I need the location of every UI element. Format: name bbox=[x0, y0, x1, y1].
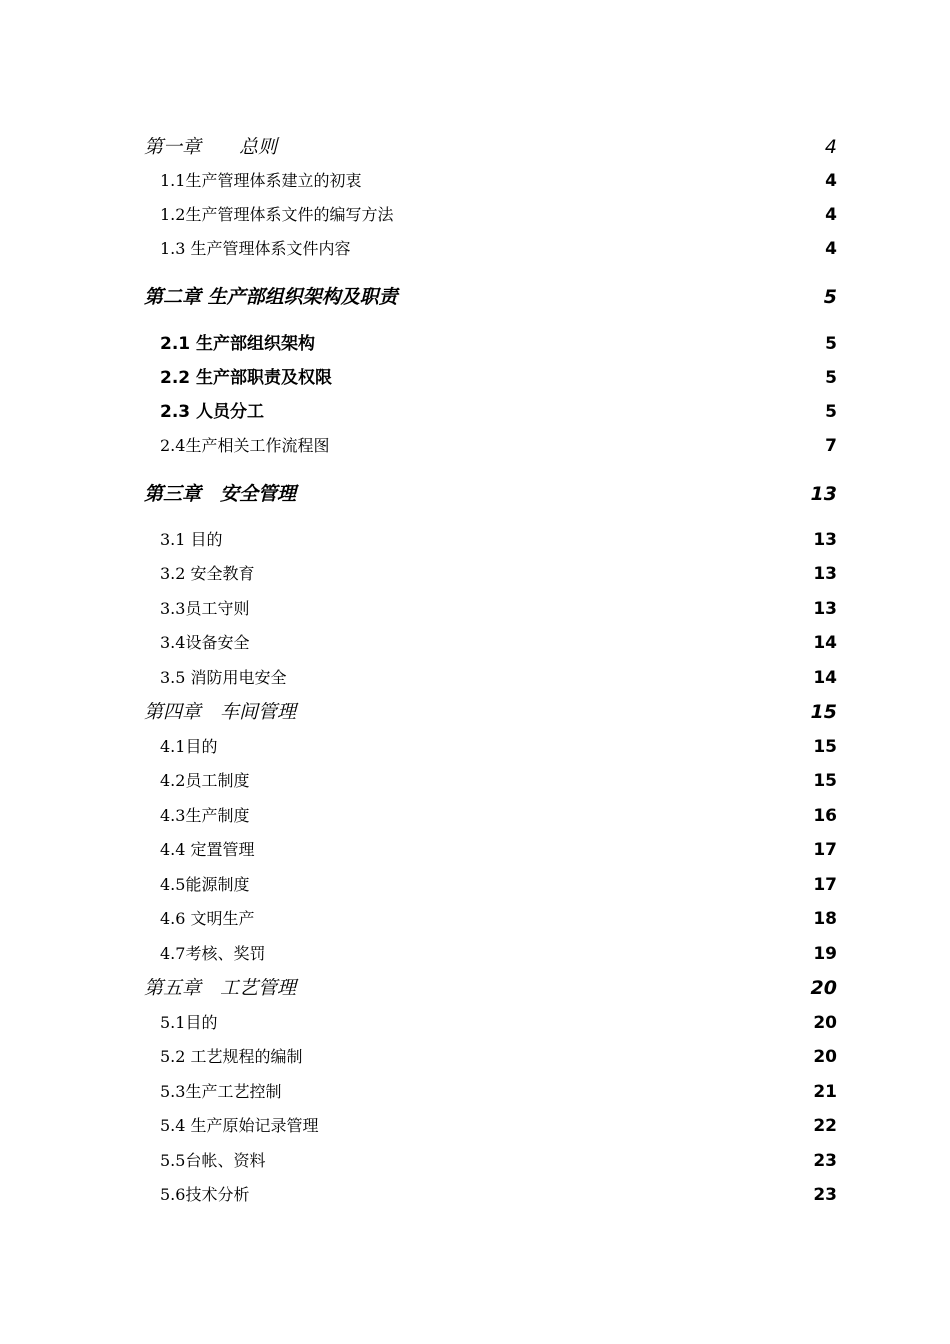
toc-entry-label: 3.5 消防用电安全 bbox=[160, 668, 287, 687]
toc-section-entry[interactable] bbox=[0, 904, 950, 934]
toc-entry-label: 4.1目的 bbox=[160, 737, 218, 756]
toc-page-number: 17 bbox=[813, 875, 837, 895]
toc-section-entry[interactable] bbox=[0, 870, 950, 900]
toc-page-number: 22 bbox=[813, 1116, 837, 1136]
toc-entry-label: 5.6技术分析 bbox=[160, 1185, 250, 1204]
toc-page-number: 20 bbox=[813, 1013, 837, 1033]
toc-entry-label: 4.6 文明生产 bbox=[160, 909, 255, 928]
toc-chapter-entry[interactable] bbox=[0, 479, 950, 509]
toc-section-entry[interactable] bbox=[0, 1180, 950, 1210]
toc-entry-label: 1.1生产管理体系建立的初衷 bbox=[160, 171, 362, 190]
toc-page-number: 5 bbox=[825, 334, 837, 354]
toc-entry-label: 2.3 人员分工 bbox=[160, 402, 265, 422]
toc-entry-label: 第一章 总则 bbox=[144, 136, 278, 158]
toc-page-number: 15 bbox=[813, 737, 837, 757]
toc-page-number: 15 bbox=[810, 701, 837, 723]
toc-section-entry[interactable] bbox=[0, 1111, 950, 1141]
toc-chapter-entry[interactable] bbox=[0, 132, 950, 162]
toc-page-number: 18 bbox=[813, 909, 837, 929]
toc-section-entry[interactable] bbox=[0, 628, 950, 658]
toc-page-number: 17 bbox=[813, 840, 837, 860]
toc-entry-label: 3.1 目的 bbox=[160, 530, 223, 549]
toc-section-entry[interactable] bbox=[0, 801, 950, 831]
toc-entry-label: 4.2员工制度 bbox=[160, 771, 250, 790]
toc-page-number: 14 bbox=[813, 668, 837, 688]
toc-page-number: 4 bbox=[825, 171, 837, 191]
toc-page-number: 13 bbox=[813, 599, 837, 619]
toc-page-number: 5 bbox=[825, 402, 837, 422]
toc-entry-label: 2.2 生产部职责及权限 bbox=[160, 368, 333, 388]
toc-section-entry[interactable] bbox=[0, 1008, 950, 1038]
toc-section-entry[interactable] bbox=[0, 732, 950, 762]
toc-section-entry[interactable] bbox=[0, 1077, 950, 1107]
toc-page-number: 4 bbox=[825, 205, 837, 225]
toc-entry-label: 2.1 生产部组织架构 bbox=[160, 334, 316, 354]
toc-page-number: 5 bbox=[823, 286, 837, 308]
toc-section-entry[interactable] bbox=[0, 363, 950, 393]
toc-section-entry[interactable] bbox=[0, 329, 950, 359]
toc-section-entry[interactable] bbox=[0, 397, 950, 427]
toc-section-entry[interactable] bbox=[0, 663, 950, 693]
toc-entry-label: 4.5能源制度 bbox=[160, 875, 250, 894]
toc-entry-label: 第二章 生产部组织架构及职责 bbox=[144, 286, 398, 308]
toc-chapter-entry[interactable] bbox=[0, 697, 950, 727]
toc-entry-label: 4.4 定置管理 bbox=[160, 840, 255, 859]
toc-section-entry[interactable] bbox=[0, 166, 950, 196]
toc-section-entry[interactable] bbox=[0, 835, 950, 865]
toc-section-entry[interactable] bbox=[0, 200, 950, 230]
toc-entry-label: 3.4设备安全 bbox=[160, 633, 250, 652]
toc-entry-label: 1.3 生产管理体系文件内容 bbox=[160, 239, 351, 258]
toc-page-number: 7 bbox=[825, 436, 837, 456]
toc-page-number: 4 bbox=[824, 136, 837, 158]
toc-section-entry[interactable] bbox=[0, 1042, 950, 1072]
toc-entry-label: 4.3生产制度 bbox=[160, 806, 250, 825]
toc-page-number: 13 bbox=[810, 483, 837, 505]
toc-page-number: 5 bbox=[825, 368, 837, 388]
toc-page-number: 23 bbox=[813, 1185, 837, 1205]
toc-page-number: 14 bbox=[813, 633, 837, 653]
toc-section-entry[interactable] bbox=[0, 939, 950, 969]
toc-entry-label: 第五章 工艺管理 bbox=[144, 977, 297, 999]
toc-entry-label: 3.2 安全教育 bbox=[160, 564, 255, 583]
toc-section-entry[interactable] bbox=[0, 594, 950, 624]
toc-entry-label: 第三章 安全管理 bbox=[144, 483, 297, 505]
toc-entry-label: 5.5台帐、资料 bbox=[160, 1151, 266, 1170]
toc-entry-label: 3.3员工守则 bbox=[160, 599, 250, 618]
toc-page-number: 20 bbox=[813, 1047, 837, 1067]
toc-entry-label: 第四章 车间管理 bbox=[144, 701, 297, 723]
toc-page-number: 20 bbox=[810, 977, 837, 999]
toc-entry-label: 5.1目的 bbox=[160, 1013, 218, 1032]
toc-page-number: 15 bbox=[813, 771, 837, 791]
toc-entry-label: 5.3生产工艺控制 bbox=[160, 1082, 282, 1101]
toc-page-number: 13 bbox=[813, 530, 837, 550]
toc-page-number: 4 bbox=[825, 239, 837, 259]
toc-entry-label: 4.7考核、奖罚 bbox=[160, 944, 266, 963]
toc-page-number: 23 bbox=[813, 1151, 837, 1171]
toc-page-number: 21 bbox=[813, 1082, 837, 1102]
toc-section-entry[interactable] bbox=[0, 431, 950, 461]
toc-entry-label: 1.2生产管理体系文件的编写方法 bbox=[160, 205, 394, 224]
toc-section-entry[interactable] bbox=[0, 1146, 950, 1176]
toc-entry-label: 5.4 生产原始记录管理 bbox=[160, 1116, 319, 1135]
toc-section-entry[interactable] bbox=[0, 234, 950, 264]
toc-entry-label: 2.4生产相关工作流程图 bbox=[160, 436, 330, 455]
toc-page-number: 19 bbox=[813, 944, 837, 964]
toc-section-entry[interactable] bbox=[0, 559, 950, 589]
toc-page-number: 16 bbox=[813, 806, 837, 826]
toc-chapter-entry[interactable] bbox=[0, 973, 950, 1003]
toc-section-entry[interactable] bbox=[0, 525, 950, 555]
toc-entry-label: 5.2 工艺规程的编制 bbox=[160, 1047, 303, 1066]
toc-page-number: 13 bbox=[813, 564, 837, 584]
toc-section-entry[interactable] bbox=[0, 766, 950, 796]
toc-chapter-entry[interactable] bbox=[0, 282, 950, 312]
